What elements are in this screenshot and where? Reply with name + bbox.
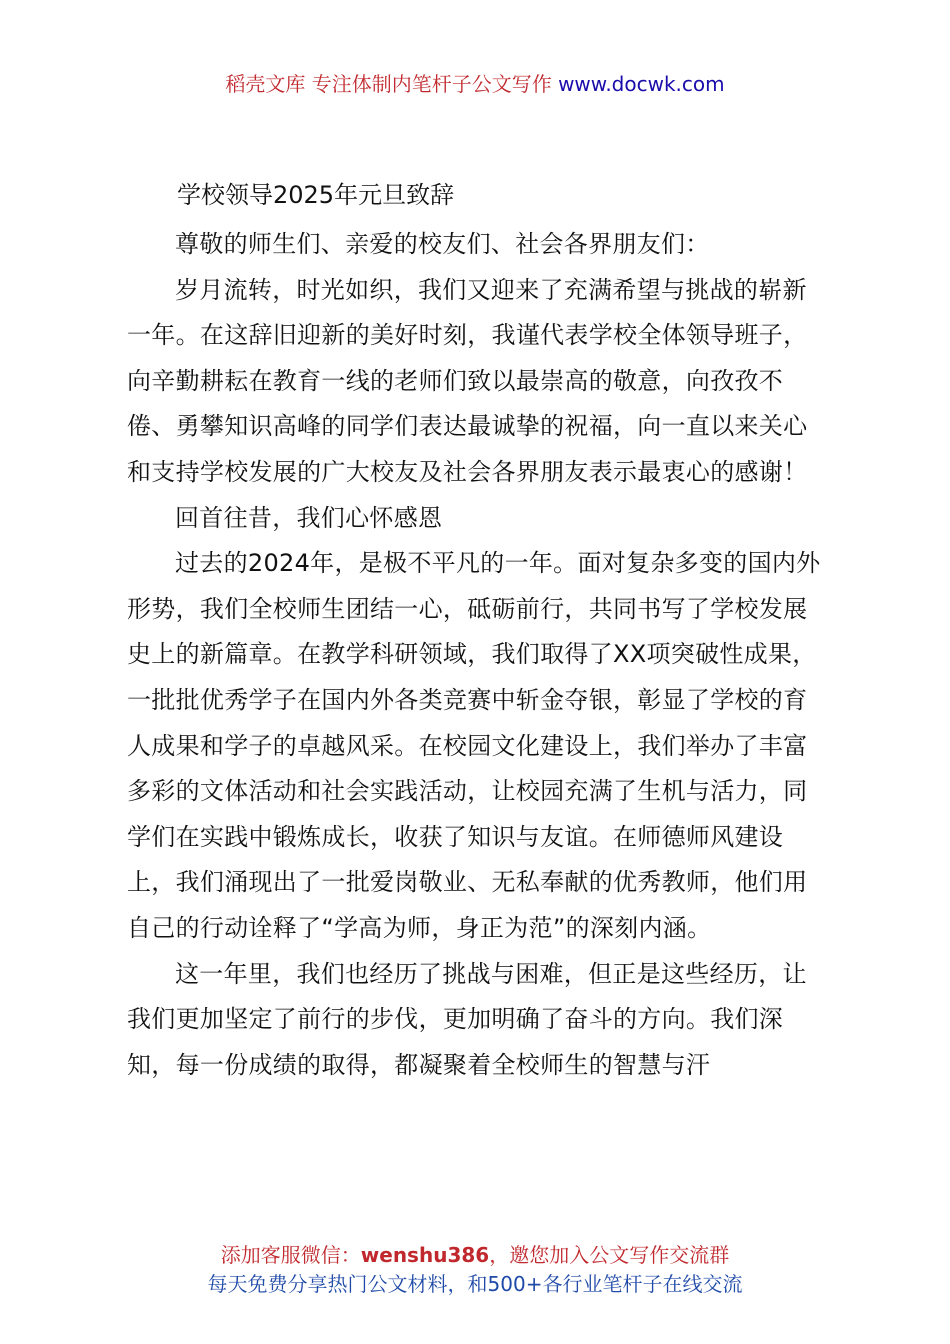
paragraph-salutation: 尊敬的师生们、亲爱的校友们、社会各界朋友们： [175,230,710,258]
header-site-link[interactable]: www.docwk.com [558,72,725,96]
paragraph-challenges: 这一年里，我们也经历了挑战与困难，但正是这些经历，让我们更加坚定了前行的步伐，更加明确了奋斗的方向。我们深知，每一份成绩的取得，都凝聚着全校师生的智慧与汗 [127,959,807,1079]
footer-wechat-line [0,1241,950,1270]
header-brand-text: 稻壳文库 专注体制内笔杆子公文写作 [225,72,552,96]
document-title: 学校领导2025年元旦致辞 [177,181,455,209]
paragraph-section-heading: 回首往昔，我们心怀感恩 [175,503,443,532]
paragraph-review-2024: 过去的2024年，是极不平凡的一年。面对复杂多变的国内外形势，我们全校师生团结一心，砥砺前行，共同书写了学校发展史上的新篇章。在教学科研领域，我们取得了XX项突破性成果，一批批优秀学子在国内外各类竞赛中斩金夺银，彰显了学校的育人成果和学子的卓越风采。在校园文化建设上，我们举办了丰富多彩的文体活动和社会实践活动，让校园充满了生机与活力，同学们在实践中锻炼成长，收获了知识与友谊。在师德师风建设上，我们涌现出了一批爱岗敬业、无私奉献的优秀教师，他们用自己的行动诠释了“学高为师，身正为范”的深刻内涵。 [127,549,821,942]
footer-share-line: 每天免费分享热门公文材料，和500+各行业笔杆子在线交流 [207,1272,743,1296]
page-header [0,70,950,98]
page-footer [0,1241,950,1299]
footer-wechat-suffix: ，邀您加入公文写作交流群 [489,1243,730,1267]
footer-wechat-id: wenshu386 [360,1243,490,1267]
footer-wechat-prefix: 添加客服微信： [220,1243,361,1267]
document-body [127,222,827,1088]
paragraph-opening: 岁月流转，时光如织，我们又迎来了充满希望与挑战的崭新一年。在这辞旧迎新的美好时刻，我谨代表学校全体领导班子，向辛勤耕耘在教育一线的老师们致以最崇高的敬意，向孜孜不倦、勇攀知识高峰的同学们表达最诚挚的祝福，向一直以来关心和支持学校发展的广大校友及社会各界朋友表示最衷心的感谢！ [127,275,808,486]
